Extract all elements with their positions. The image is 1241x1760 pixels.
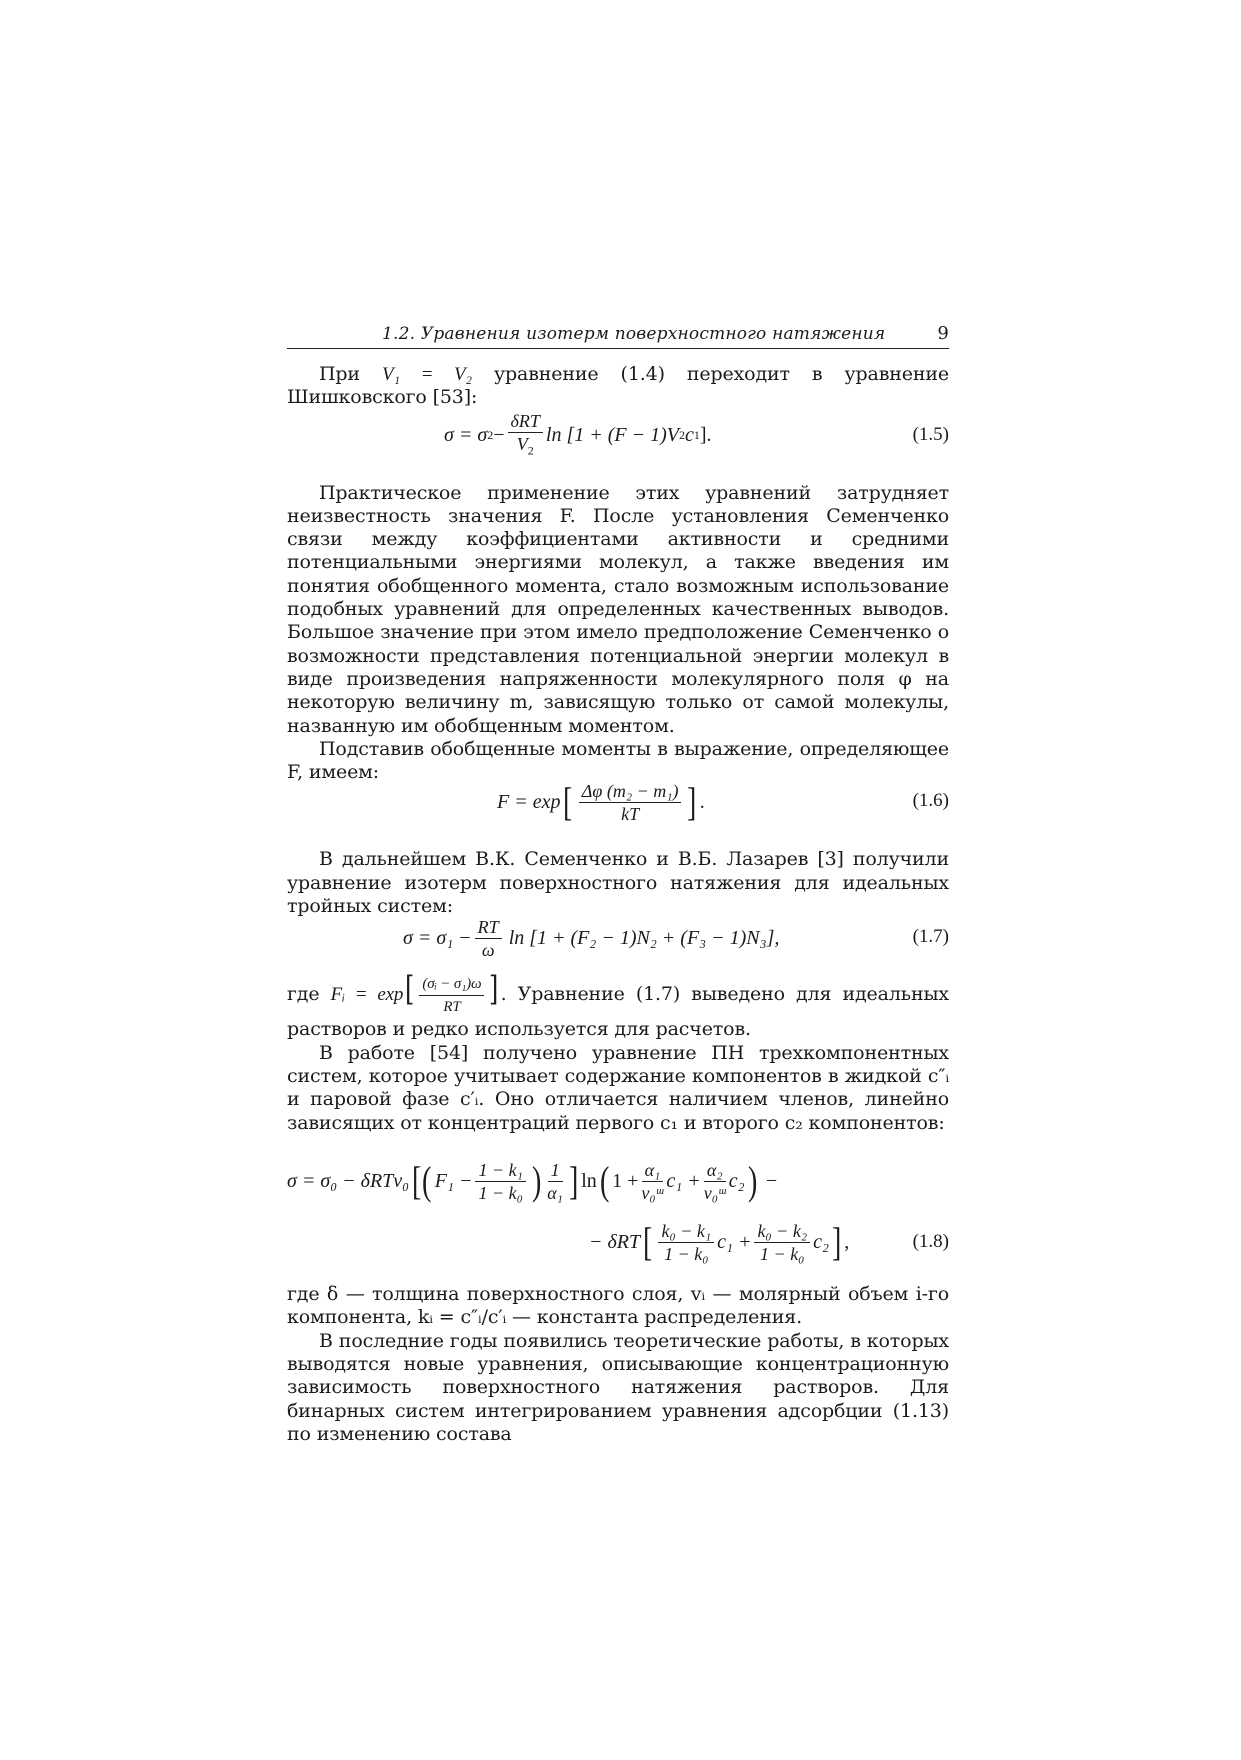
eq18-frac5-num: k₀ − k₁: [658, 1221, 714, 1243]
book-page: [287, 318, 949, 1446]
paragraph-2: Практическое применение этих уравнений затрудняет неизвестность значения F. После установления Семенченко связи между коэффициентами активности и средними потенциальными энергиями молекул, а также введения им понятия обобщенного момента, стало возможным использование подобных уравнений для определенных качественных выводов. Большое значение при этом имело предположение Семенченко о возможности представления потенциальной энергии молекул в виде произведения напряженности молекулярного поля φ на некоторую величину m, зависящую только от самой молекулы, названную им обобщенным моментом.: [287, 481, 949, 737]
equation-1-8-line-2: [287, 1211, 949, 1273]
left-paren-icon: (: [599, 1158, 610, 1204]
eq18-frac4-den: v₀ᵚ: [703, 1182, 726, 1203]
paragraph-7: где δ — толщина поверхностного слоя, vᵢ — молярный объем i-го компонента, kᵢ = c″ᵢ/c′ᵢ — константа распределения.: [287, 1283, 949, 1329]
equation-1-6: [287, 776, 949, 828]
eq18-frac5: [658, 1221, 714, 1264]
p1-text-b: уравнение (1.4) переходит в уравнение Шишковского [53]:: [287, 363, 949, 409]
eq15-fraction: [508, 411, 543, 461]
inline-math-v1v2: V₁ = V₂: [381, 364, 472, 385]
right-paren-icon: ): [531, 1158, 542, 1204]
right-paren-icon: ): [747, 1158, 757, 1204]
eq18-frac1: [475, 1160, 525, 1203]
eq18-c1b: c₁ +: [717, 1230, 752, 1253]
eq18-c2: c₂: [728, 1169, 745, 1192]
eq18-line2-lhs: − δRT: [589, 1230, 641, 1253]
eq15-rest-a: ln [1 + (F − 1)V: [545, 424, 679, 447]
eq16-tail: .: [699, 790, 705, 813]
p5-text-b: . Уравнение (1.7) выведено для идеальных растворов и редко используется для расчетов.: [287, 983, 949, 1040]
eq18-frac1-num: 1 − k₁: [475, 1160, 525, 1182]
eq15-rest-b: c: [684, 424, 694, 447]
eq17-number: (1.7): [912, 926, 949, 948]
eq17-fraction: [475, 917, 502, 960]
eq15-sub: 2: [487, 428, 494, 443]
eq15-rest-sub: 2: [678, 428, 685, 443]
eq18-frac3-num: α₁: [642, 1160, 664, 1182]
eq18-line1-tail: −: [765, 1169, 778, 1192]
equation-1-5: [287, 410, 949, 462]
p5-frac-num: (σᵢ − σ₁)ω: [419, 974, 484, 996]
eq18-line2-tail: ,: [844, 1230, 850, 1253]
right-bracket-icon: ]: [568, 1158, 579, 1204]
equation-1-7: [287, 912, 949, 964]
eq18-lhs: σ = σ₀ − δRTv₀: [287, 1169, 410, 1192]
eq18-ln: ln: [581, 1169, 597, 1192]
eq18-frac2-num: 1: [548, 1160, 563, 1182]
eq16-fraction: [579, 781, 682, 824]
eq18-frac6-den: 1 − k₀: [760, 1243, 805, 1264]
eq17-frac-num: RT: [475, 917, 502, 939]
eq15-frac-den: V: [516, 433, 528, 454]
eq18-frac1-den: 1 − k₀: [478, 1182, 523, 1203]
eq18-number: (1.8): [912, 1231, 949, 1253]
eq15-rest-c: ].: [699, 424, 712, 447]
eq18-frac5-den: 1 − k₀: [664, 1243, 709, 1264]
left-bracket-icon: [: [563, 779, 573, 825]
eq15-lhs: σ = σ: [444, 424, 488, 447]
eq18-c2b: c₂: [813, 1230, 829, 1253]
right-bracket-icon: ]: [489, 969, 499, 1010]
left-bracket-icon: [: [405, 969, 415, 1010]
eq18-frac4-num: α₂: [704, 1160, 726, 1182]
eq16-frac-den: kT: [621, 803, 640, 824]
eq18-one-plus: 1 +: [612, 1169, 639, 1192]
eq15-frac-num: δRT: [508, 411, 543, 433]
right-bracket-icon: ]: [831, 1219, 842, 1265]
eq18-frac2-den: α₁: [547, 1182, 563, 1203]
eq15-frac-den-sub: 2: [527, 443, 534, 458]
eq18-frac4: [704, 1160, 726, 1203]
eq18-frac2: [547, 1160, 563, 1203]
paragraph-1: [287, 363, 949, 410]
left-paren-icon: (: [422, 1158, 432, 1204]
p5-frac-den: RT: [443, 998, 461, 1015]
p1-text-a: При: [319, 363, 382, 385]
eq18-c1: c₁ +: [666, 1169, 701, 1192]
eq15-number: (1.5): [912, 423, 949, 445]
running-header: [287, 318, 949, 349]
eq17-frac-den: ω: [481, 939, 495, 960]
equation-1-8-line-1: [287, 1151, 949, 1211]
eq16-lhs: F = exp: [497, 790, 561, 813]
eq16-number: (1.6): [912, 790, 949, 812]
left-bracket-icon: [: [643, 1219, 653, 1265]
eq18-f1: F₁ −: [434, 1169, 473, 1192]
eq18-frac3-den: v₀ᵚ: [641, 1182, 664, 1203]
running-title: 1.2. Уравнения изотерм поверхностного натяжения: [382, 324, 886, 344]
left-bracket-icon: [: [412, 1158, 422, 1204]
eq18-frac6-num: k₀ − k₂: [754, 1221, 810, 1243]
paragraph-3: Подставив обобщенные моменты в выражение, определяющее F, имеем:: [287, 737, 949, 784]
eq17-rest: ln [1 + (F₂ − 1)N₂ + (F₃ − 1)N₃],: [508, 926, 780, 949]
eq18-frac3: [641, 1160, 663, 1203]
eq15-rest-sub2: 1: [693, 428, 700, 443]
eq18-frac6: [754, 1221, 810, 1264]
eq17-lhs: σ = σ₁ −: [403, 926, 472, 949]
p5-text-a: где: [287, 983, 331, 1006]
eq16-frac-num: Δφ (m₂ − m₁): [579, 781, 682, 803]
p5-fraction: [419, 974, 484, 1017]
paragraph-4: В дальнейшем В.К. Семенченко и В.Б. Лазарев [3] получили уравнение изотерм поверхностного натяжения для идеальных тройных систем:: [287, 848, 949, 918]
page-number: 9: [937, 323, 949, 344]
paragraph-5: [287, 969, 949, 1042]
paragraph-8: В последние годы появились теоретические работы, в которых выводятся новые уравнения, описывающие концентрационную зависимость поверхностного натяжения растворов. Для бинарных систем интегрированием уравнения адсорбции (1.13) по изменению состава: [287, 1329, 949, 1445]
eq15-minus: −: [493, 424, 505, 447]
right-bracket-icon: ]: [687, 779, 697, 825]
paragraph-6: В работе [54] получено уравнение ПН трехкомпонентных систем, которое учитывает содержание компонентов в жидкой c″ᵢ и паровой фазе c′ᵢ. Оно отличается наличием членов, линейно зависящих от концентраций первого c₁ и второго c₂ компонентов:: [287, 1041, 949, 1134]
p5-fi: Fᵢ = exp: [330, 984, 404, 1006]
